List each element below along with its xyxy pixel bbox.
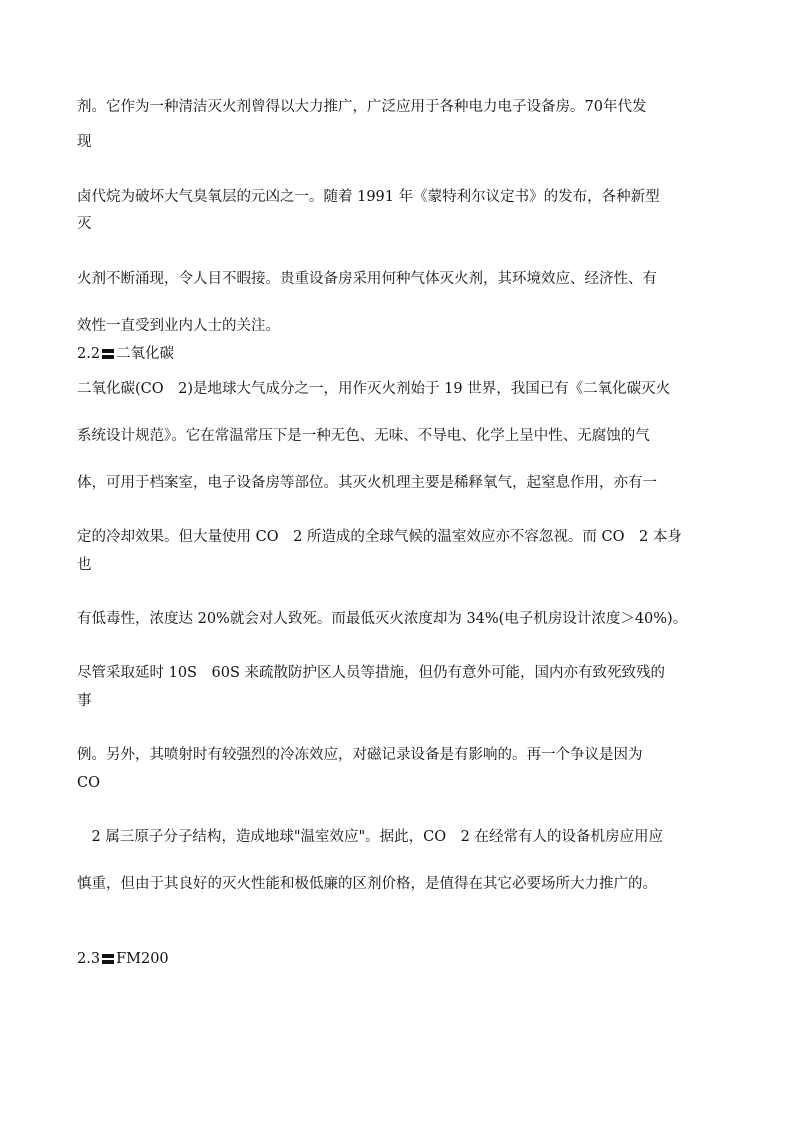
text-line: 系统设计规范》。它在常温常压下是一种无色、无味、不导电、化学上呈中性、无腐蚀的气 (77, 428, 650, 444)
double-bar-icon (102, 954, 114, 964)
text-line: 卤代烷为破坏大气臭氧层的元凶之一。随着 1991 年《蒙特利尔议定书》的发布，各种新型 (77, 189, 660, 205)
text-line: 火剂不断涌现，令人目不暇接。贵重设备房采用何种气体灭火剂，其环境效应、经济性、有 (77, 271, 657, 287)
text-line: 事 (77, 693, 92, 709)
text-line: 现 (77, 134, 92, 150)
section-number: 2.3 (77, 951, 101, 967)
text-line: 体，可用于档案室，电子设备房等部位。其灭火机理主要是稀释氧气，起窒息作用，亦有一 (77, 475, 657, 491)
text-line: 二氧化碳(CO 2)是地球大气成分之一，用作灭火剂始于 19 世界，我国已有《二氧化碳灭火 (77, 381, 671, 397)
text-line: 也 (77, 557, 92, 573)
section-heading-2-3 (77, 949, 169, 969)
text-line: 慎重，但由于其良好的灭火性能和极低廉的区剂价格，是值得在其它必要场所大力推广的。 (77, 876, 657, 892)
text-line: 效性一直受到业内人士的关注。 (77, 318, 280, 334)
text-line: 尽管采取延时 10S 60S 来疏散防护区人员等措施，但仍有意外可能，国内亦有致死致残的 (77, 665, 665, 681)
text-line: CO (77, 775, 100, 791)
section-heading-2-2 (77, 344, 174, 364)
text-line: 定的冷却效果。但大量使用 CO 2 所造成的全球气候的温室效应亦不容忽视。而 CO 2 本身 (77, 529, 682, 545)
section-title: 二氧化碳 (116, 346, 175, 362)
section-number: 2.2 (77, 346, 101, 362)
section-title: FM200 (116, 951, 169, 967)
text-line: 例。另外，其喷射时有较强烈的冷冻效应，对磁记录设备是有影响的。再一个争议是因为 (77, 747, 643, 763)
text-line: 剂。它作为一种清洁灭火剂曾得以大力推广，广泛应用于各种电力电子设备房。70年代发 (77, 99, 647, 115)
text-line: 灭 (77, 216, 92, 232)
text-line: 有低毒性，浓度达 20%就会对人致死。而最低灭火浓度却为 34%(电子机房设计浓度＞40%)。 (77, 611, 688, 627)
double-bar-icon (102, 349, 114, 359)
text-line: 2 属三原子分子结构，造成地球"温室效应"。据此，CO 2 在经常有人的设备机房应用应 (77, 829, 663, 845)
